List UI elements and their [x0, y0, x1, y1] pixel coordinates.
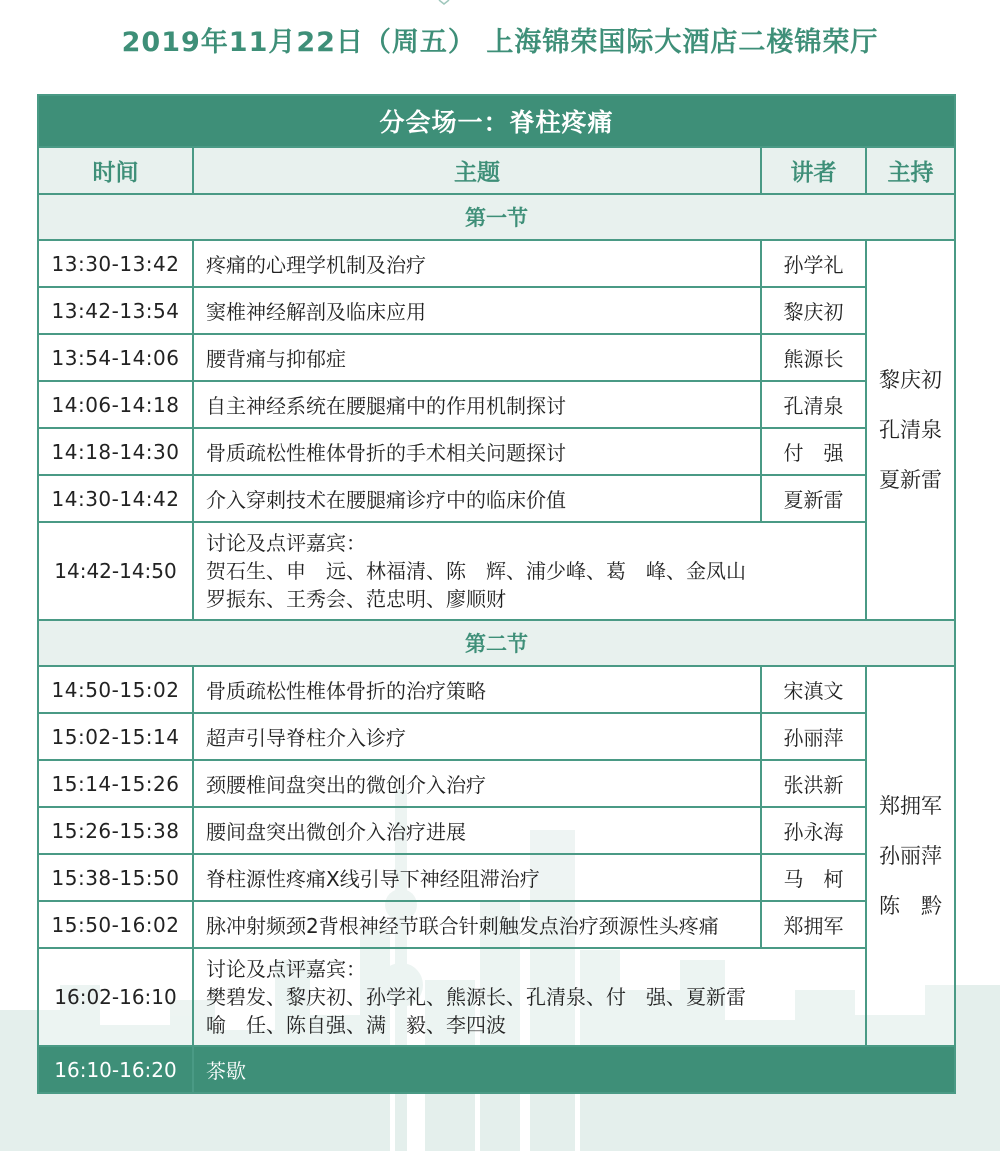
- column-header-time: 时间: [38, 147, 193, 194]
- discussion-time: 16:02-16:10: [38, 948, 193, 1046]
- schedule-table: [37, 94, 956, 1094]
- host-name: 夏新雷: [879, 468, 942, 492]
- session-speaker: 熊源长: [761, 334, 866, 381]
- discussion-row: [38, 948, 955, 1046]
- table-row: [38, 666, 955, 713]
- session-time: 15:26-15:38: [38, 807, 193, 854]
- discussion-line: 樊碧发、黎庆初、孙学礼、熊源长、孔清泉、付 强、夏新雷: [206, 985, 746, 1009]
- discussion-time: 14:42-14:50: [38, 522, 193, 620]
- session-speaker: 宋滇文: [761, 666, 866, 713]
- discussion-line: 讨论及点评嘉宾：: [206, 957, 366, 981]
- session-topic: 颈腰椎间盘突出的微创介入治疗: [193, 760, 761, 807]
- discussion-line: 贺石生、申 远、林福清、陈 辉、浦少峰、葛 峰、金凤山: [206, 559, 746, 583]
- host-name: 黎庆初: [879, 368, 942, 392]
- session-speaker: 马 柯: [761, 854, 866, 901]
- session-time: 14:18-14:30: [38, 428, 193, 475]
- table-row: [38, 428, 955, 475]
- session-hosts: [866, 666, 955, 1046]
- column-header-topic: 主题: [193, 147, 761, 194]
- session-speaker: 付 强: [761, 428, 866, 475]
- discussion-guests: [193, 948, 866, 1046]
- session-speaker: 孔清泉: [761, 381, 866, 428]
- break-label: 茶歇: [193, 1046, 955, 1093]
- discussion-guests: [193, 522, 866, 620]
- session-speaker: 郑拥军: [761, 901, 866, 948]
- session-time: 15:50-16:02: [38, 901, 193, 948]
- session-topic: 骨质疏松性椎体骨折的治疗策略: [193, 666, 761, 713]
- table-row: [38, 807, 955, 854]
- session-time: 15:38-15:50: [38, 854, 193, 901]
- discussion-line: 喻 任、陈自强、满 毅、李四波: [206, 1013, 506, 1037]
- table-row: [38, 713, 955, 760]
- session-speaker: 孙丽萍: [761, 713, 866, 760]
- session-topic: 脉冲射频颈2背根神经节联合针刺触发点治疗颈源性头疼痛: [193, 901, 761, 948]
- table-row: [38, 854, 955, 901]
- table-row: [38, 901, 955, 948]
- table-row: [38, 334, 955, 381]
- session-topic: 脊柱源性疼痛X线引导下神经阻滞治疗: [193, 854, 761, 901]
- session-topic: 窦椎神经解剖及临床应用: [193, 287, 761, 334]
- session-time: 15:02-15:14: [38, 713, 193, 760]
- break-row: [38, 1046, 955, 1093]
- host-name: 孔清泉: [879, 418, 942, 442]
- column-header-host: 主持: [866, 147, 955, 194]
- section-title: 第一节: [38, 194, 955, 240]
- discussion-line: 罗振东、王秀会、范忠明、廖顺财: [206, 587, 506, 611]
- session-topic: 超声引导脊柱介入诊疗: [193, 713, 761, 760]
- table-row: [38, 475, 955, 522]
- session-time: 13:42-13:54: [38, 287, 193, 334]
- session-topic: 骨质疏松性椎体骨折的手术相关问题探讨: [193, 428, 761, 475]
- table-title: 分会场一：脊柱疼痛: [38, 95, 955, 147]
- column-header-row: [38, 147, 955, 194]
- session-time: 13:30-13:42: [38, 240, 193, 287]
- session-topic: 疼痛的心理学机制及治疗: [193, 240, 761, 287]
- table-title-row: [38, 95, 955, 147]
- section-row: [38, 620, 955, 666]
- column-header-speaker: 讲者: [761, 147, 866, 194]
- break-time: 16:10-16:20: [38, 1046, 193, 1093]
- session-time: 14:06-14:18: [38, 381, 193, 428]
- session-topic: 介入穿刺技术在腰腿痛诊疗中的临床价值: [193, 475, 761, 522]
- table-row: [38, 287, 955, 334]
- page-title: 2019年11月22日（周五） 上海锦荣国际大酒店二楼锦荣厅: [121, 27, 879, 58]
- session-time: 13:54-14:06: [38, 334, 193, 381]
- session-time: 15:14-15:26: [38, 760, 193, 807]
- discussion-row: [38, 522, 955, 620]
- session-topic: 腰背痛与抑郁症: [193, 334, 761, 381]
- session-topic: 腰间盘突出微创介入治疗进展: [193, 807, 761, 854]
- session-speaker: 夏新雷: [761, 475, 866, 522]
- host-name: 郑拥军: [879, 794, 942, 818]
- session-time: 14:30-14:42: [38, 475, 193, 522]
- session-time: 14:50-15:02: [38, 666, 193, 713]
- section-title: 第二节: [38, 620, 955, 666]
- table-row: [38, 381, 955, 428]
- host-name: 孙丽萍: [879, 844, 942, 868]
- session-speaker: 孙永海: [761, 807, 866, 854]
- discussion-line: 讨论及点评嘉宾：: [206, 531, 366, 555]
- session-hosts: [866, 240, 955, 620]
- table-row: [38, 240, 955, 287]
- host-name: 陈 黔: [879, 894, 942, 918]
- session-speaker: 孙学礼: [761, 240, 866, 287]
- session-speaker: 黎庆初: [761, 287, 866, 334]
- section-row: [38, 194, 955, 240]
- session-topic: 自主神经系统在腰腿痛中的作用机制探讨: [193, 381, 761, 428]
- chevron-down-icon: [436, 0, 452, 6]
- session-speaker: 张洪新: [761, 760, 866, 807]
- table-row: [38, 760, 955, 807]
